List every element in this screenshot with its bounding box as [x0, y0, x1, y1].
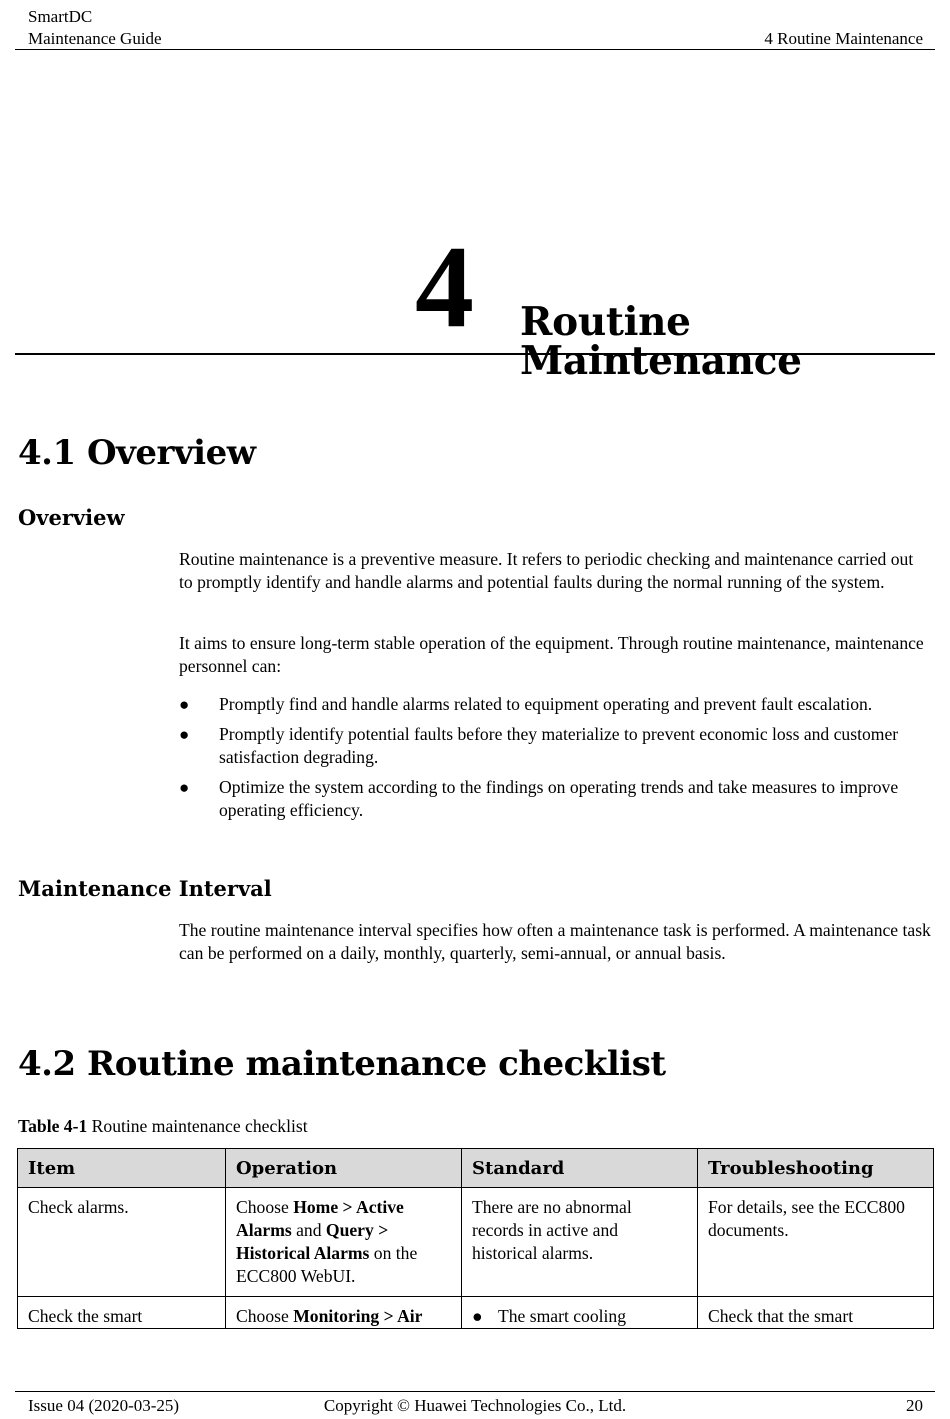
list-item: ● Optimize the system according to the findings on operating trends and take measures to improve operating efficiency.	[179, 777, 899, 820]
column-header-operation: Operation	[226, 1149, 462, 1188]
bullet-icon: ●	[472, 1306, 483, 1326]
chapter-rule	[15, 353, 935, 355]
list-item: ● Promptly find and handle alarms related to equipment operating and prevent fault escalation.	[179, 694, 873, 714]
interval-paragraph: The routine maintenance interval specifies how often a maintenance task is performed. A maintenance task can be performed on a daily, monthly, quarterly, semi-annual, or annual basis.	[179, 920, 931, 963]
column-header-standard: Standard	[462, 1149, 698, 1188]
footer-copyright: Copyright © Huawei Technologies Co., Ltd.	[323, 1396, 627, 1415]
cell-item: Check the smart	[18, 1297, 226, 1329]
subheading-overview: Overview	[18, 505, 125, 530]
cell-operation: Choose Home > Active Alarms and Query > Historical Alarms on the ECC800 WebUI.	[226, 1188, 462, 1297]
cell-troubleshooting: For details, see the ECC800 documents.	[698, 1188, 934, 1297]
cell-troubleshooting: Check that the smart	[698, 1297, 934, 1329]
column-header-item: Item	[18, 1149, 226, 1188]
cell-standard: There are no abnormal records in active and historical alarms.	[462, 1188, 698, 1297]
footer-issue: Issue 04 (2020-03-25)	[28, 1396, 180, 1415]
table-caption: Table 4-1 Routine maintenance checklist	[18, 1116, 308, 1136]
header-chapter-ref: 4 Routine Maintenance	[764, 29, 923, 48]
column-header-troubleshooting: Troubleshooting	[698, 1149, 934, 1188]
table-row	[18, 1188, 934, 1297]
bullet-icon: ●	[179, 695, 190, 714]
header-rule	[15, 49, 935, 50]
bullet-icon: ●	[179, 725, 190, 744]
table-header-row	[18, 1149, 934, 1188]
section-heading-checklist: 4.2 Routine maintenance checklist	[18, 1044, 666, 1084]
overview-paragraph-1: Routine maintenance is a preventive measure. It refers to periodic checking and maintenance carried out to promptly identify and handle alarms and potential faults during the normal running of the system.	[179, 549, 914, 592]
footer-page-number: 20	[906, 1396, 923, 1415]
cell-standard: ● The smart cooling	[462, 1297, 698, 1329]
bullet-icon: ●	[179, 778, 190, 797]
header-doc-title: Maintenance Guide	[28, 29, 162, 48]
table-label: Table 4-1	[18, 1116, 88, 1136]
overview-paragraph-2: It aims to ensure long-term stable operation of the equipment. Through routine maintenance, maintenance personnel can:	[179, 633, 924, 676]
chapter-title: Routine Maintenance	[520, 299, 802, 384]
chapter-number: 4	[415, 221, 474, 352]
subheading-maintenance-interval: Maintenance Interval	[18, 876, 272, 901]
list-item: ● Promptly identify potential faults before they materialize to prevent economic loss and customer satisfaction degrading.	[179, 724, 899, 767]
section-heading-overview: 4.1 Overview	[18, 433, 256, 473]
footer-rule	[15, 1391, 935, 1392]
maintenance-checklist-table	[17, 1148, 934, 1329]
cell-operation: Choose Monitoring > Air	[226, 1297, 462, 1329]
cell-item: Check alarms.	[18, 1188, 226, 1297]
header-product: SmartDC	[28, 7, 93, 26]
table-row	[18, 1297, 934, 1329]
overview-bullet-list	[179, 693, 931, 829]
